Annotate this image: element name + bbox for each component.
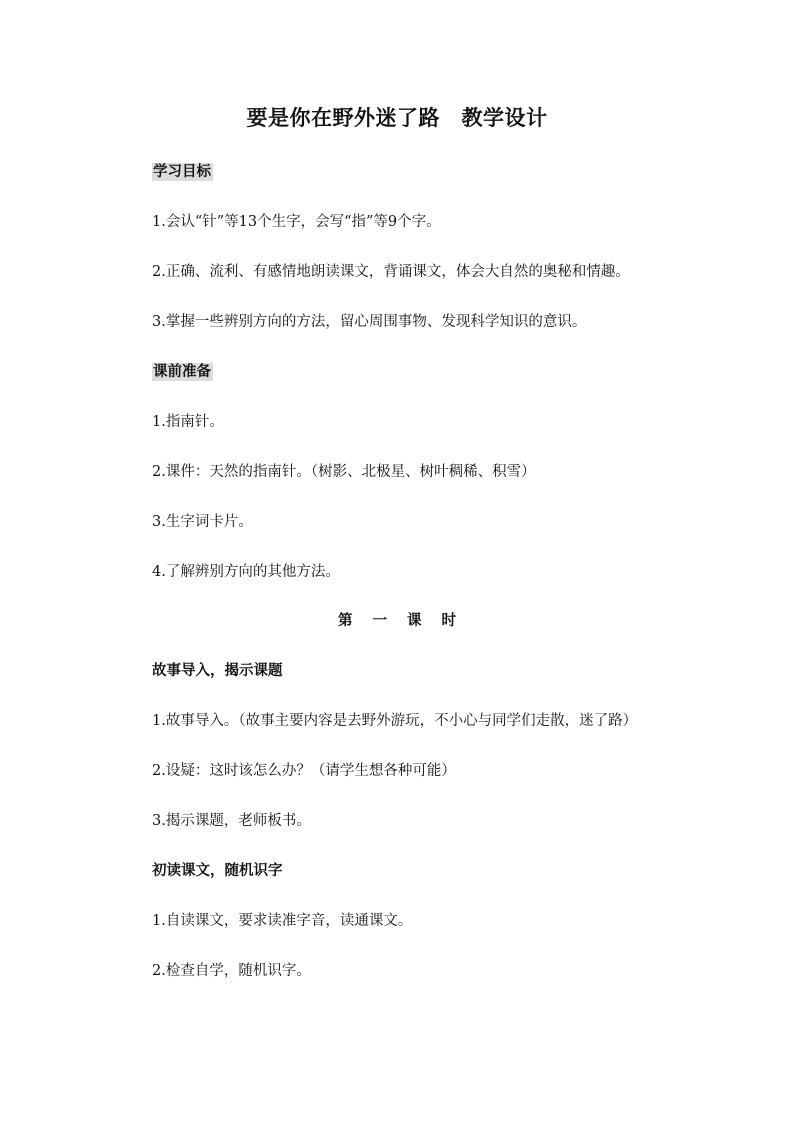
goal-item-3: 3.掌握一些辨别方向的方法，留心周围事物、发现科学知识的意识。 xyxy=(152,314,587,330)
heading-highlight: 学习目标 xyxy=(153,164,211,180)
prep-item-1: 1.指南针。 xyxy=(152,414,224,430)
section-heading-intro: 故事导入，揭示课题 xyxy=(152,663,283,679)
reading-item-1: 1.自读课文，要求读准字音，读通课文。 xyxy=(152,913,413,929)
goal-item-1: 1.会认“针”等13个生字，会写“指”等9个字。 xyxy=(152,214,441,230)
prep-item-4: 4.了解辨别方向的其他方法。 xyxy=(152,564,340,580)
prep-item-2: 2.课件：天然的指南针。（树影、北极星、树叶稠稀、积雪） xyxy=(152,464,536,480)
reading-item-2: 2.检查自学，随机识字。 xyxy=(152,963,311,979)
goal-item-2: 2.正确、流利、有感情地朗读课文，背诵课文，体会大自然的奥秘和情趣。 xyxy=(152,264,630,280)
intro-item-1: 1.故事导入。（故事主要内容是去野外游玩，不小心与同学们走散，迷了路） xyxy=(152,713,638,729)
section-heading-reading: 初读课文，随机识字 xyxy=(152,863,283,879)
prep-item-3: 3.生字词卡片。 xyxy=(152,514,253,530)
intro-item-2: 2.设疑：这时该怎么办？（请学生想各种可能） xyxy=(152,763,456,779)
section-heading-goals xyxy=(152,162,213,182)
heading-highlight: 课前准备 xyxy=(153,364,211,380)
section-heading-prep xyxy=(152,362,213,382)
intro-item-3: 3.揭示课题，老师板书。 xyxy=(152,813,311,829)
lesson-label: 第一课时 xyxy=(338,613,476,629)
document-title: 要是你在野外迷了路 教学设计 xyxy=(246,106,548,130)
